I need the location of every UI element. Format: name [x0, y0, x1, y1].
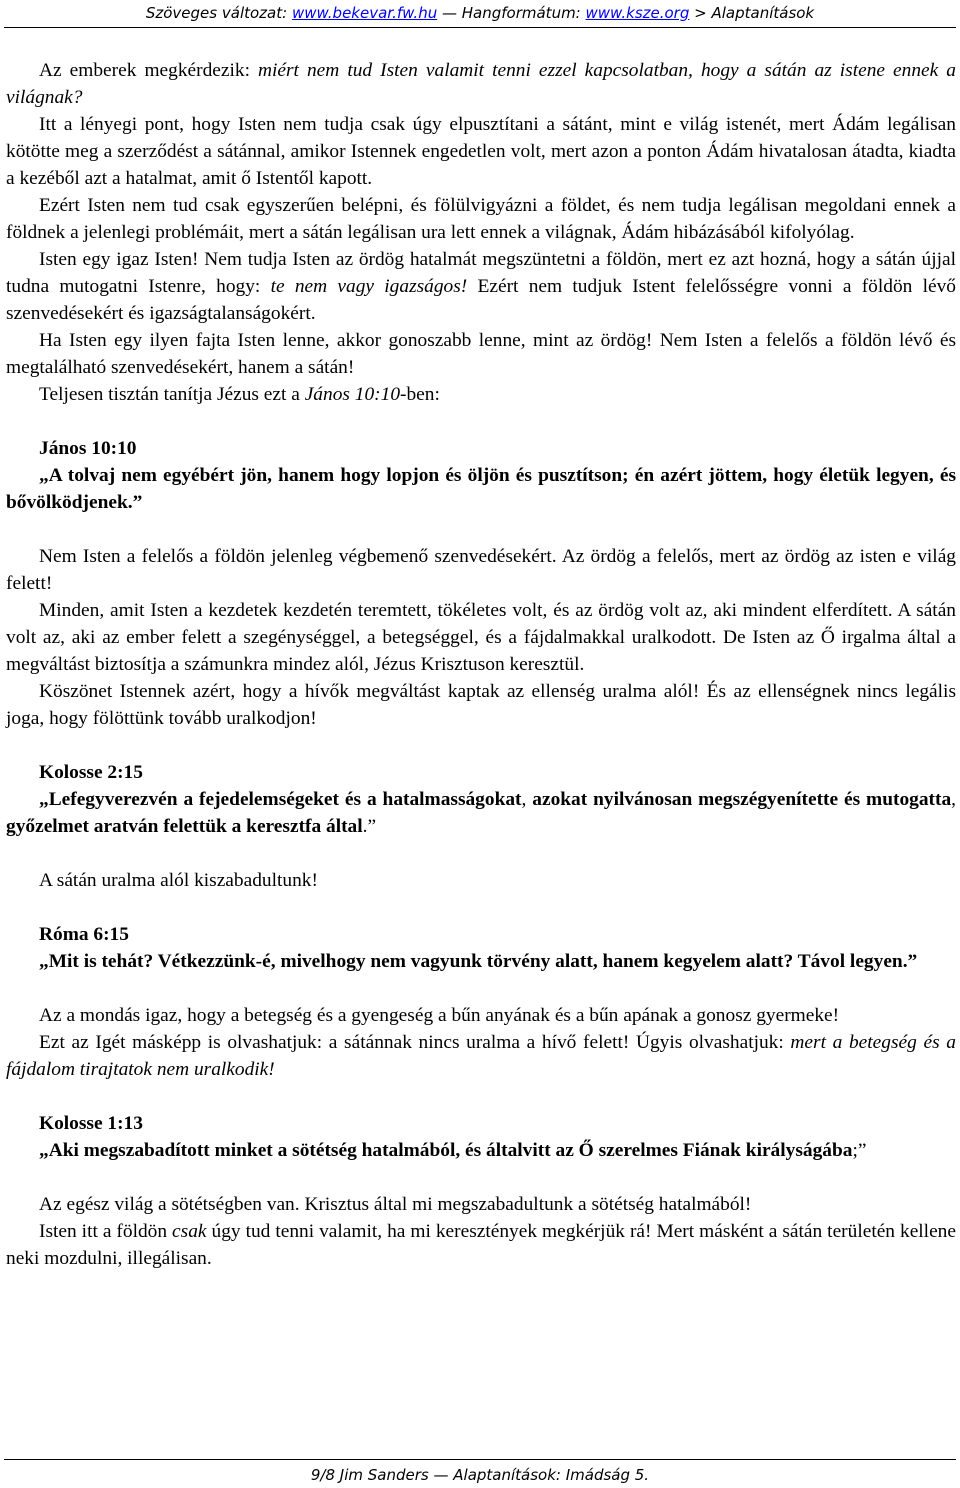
verse-reference: Kolosse 1:13 [39, 1113, 143, 1134]
earth-italic: csak [172, 1221, 207, 1242]
paragraph-freed: A sátán uralma alól kiszabadultunk! [39, 870, 318, 891]
spacer [6, 975, 956, 1002]
quote-part: azokat nyilvánosan megszégyenítette és mutogatta [532, 789, 952, 810]
teaches-text-c: -ben: [400, 384, 440, 405]
earth-text-a: Isten itt a földön [39, 1221, 173, 1242]
paragraph-not-god: Ha Isten egy ilyen fajta Isten lenne, akkor gonoszabb lenne, mint az ördög! Nem Isten a felelős a földön lévő és megtalálható szenvedésekért, hanem a sátán! [6, 330, 956, 378]
paragraph-god-on-earth [6, 1218, 956, 1272]
quote-part: „Lefegyverezvén a fejedelemségeket és a hatalmasságokat [39, 789, 522, 810]
quote-closing: ;” [852, 1140, 867, 1161]
paragraph-key-point: Itt a lényegi pont, hogy Isten nem tudja csak úgy elpusztítani a sátánt, mint e világ istenét, mert Ádám legálisan kötötte meg a szerződést a sátánnal, amikor Istennek engedetlen volt, mert azon a ponton Ádám hivatalosan átadta, kiadta a kezéből azt a hatalmat, amit ő Istentől kapott. [6, 114, 956, 189]
paragraph-responsible: Nem Isten a felelős a földön jelenleg végbemenő szenvedésekért. Az ördög a felelős, mert az ördög az isten e világ felett! [6, 546, 956, 594]
paragraph-question [6, 57, 956, 111]
page-footer: 9/8 Jim Sanders — Alaptanítások: Imádság 5. [310, 1466, 650, 1484]
paragraph-righteous [6, 246, 956, 327]
header-divider [4, 27, 956, 28]
header-text-prefix: Szöveges változat: [145, 4, 292, 22]
spacer [6, 840, 956, 867]
bekevar-link[interactable]: www.bekevar.fw.hu [291, 4, 438, 22]
document-body [6, 57, 956, 1272]
paragraph-saying: Az a mondás igaz, hogy a betegség és a gyengeség a bűn anyának és a bűn apának a gonosz gyermeke! [39, 1005, 840, 1026]
spacer [6, 732, 956, 759]
verse-quote [6, 786, 956, 840]
spacer [6, 1083, 956, 1110]
quote-separator: , [951, 789, 956, 810]
page-header [0, 0, 960, 28]
spacer [6, 894, 956, 921]
verse-quote [6, 1137, 956, 1164]
verse-reference: János 10:10 [39, 438, 137, 459]
verse-quote [6, 948, 956, 975]
quote-part: „Aki megszabadított minket a sötétség hatalmából, és általvitt az Ő szerelmes Fiának királyságába [39, 1140, 853, 1161]
question-italic: miért nem tud Isten valamit tenni ezzel kapcsolatban, hogy a sátán az istene ennek a világnak? [6, 60, 956, 108]
verse-reference: Kolosse 2:15 [39, 762, 143, 783]
spacer [6, 408, 956, 435]
earth-text-c: úgy tud tenni valamit, ha mi keresztények megkérjük rá! Mert másként a sátán területén kellene neki mozdulni, illegálisan. [6, 1221, 956, 1269]
paragraph-world-darkness: Az egész világ a sötétségben van. Krisztus által mi megszabadultunk a sötétség hatalmából! [39, 1194, 752, 1215]
read-text-a: Ezt az Igét másképp is olvashatjuk: a sátánnak nincs uralma a hívő felett! Úgyis olvashatjuk: [39, 1032, 791, 1053]
verse-reference: Róma 6:15 [39, 924, 129, 945]
paragraph-jesus-teaches [6, 381, 956, 408]
quote-text: „A tolvaj nem egyébért jön, hanem hogy lopjon és öljön és pusztítson; én azért jöttem, hogy életük legyen, és bővölködjenek.” [6, 465, 956, 513]
header-text-middle: — Hangformátum: [437, 4, 586, 22]
righteous-text-a: Isten egy igaz Isten! Nem tudja Isten az ördög hatalmát megszüntetni a földön, mert ez azt hozná, hogy a sátán újjal tudna mutogatni Istenre, hogy: [6, 249, 956, 297]
paragraph-thanks: Köszönet Istennek azért, hogy a hívők megváltást kaptak az ellenség uralma alól! És az ellenségnek nincs legális joga, hogy fölöttünk tovább uralkodjon! [6, 681, 956, 729]
paragraph-legal: Ezért Isten nem tud csak egyszerűen belépni, és fölülvigyázni a földet, és nem tudja legálisan megoldani ennek a földnek a jelenlegi problémáit, mert a sátán legálisan ura lett ennek a világnak, Ádám hibázásából kifolyólag. [6, 195, 956, 243]
paragraph-read-differently [6, 1029, 956, 1083]
spacer [6, 1164, 956, 1191]
header-text-suffix: > Alaptanítások [689, 4, 815, 22]
read-italic: mert a betegség és a fájdalom tirajtatok nem uralkodik! [6, 1032, 956, 1080]
paragraph-creation: Minden, amit Isten a kezdetek kezdetén teremtett, tökéletes volt, és az ördög volt az, aki mindent elferdített. A sátán volt az, aki az ember felett a szegénységgel, a betegséggel, és a fájdalmakkal uralkodott. De Isten az Ő irgalma által a megváltást biztosítja a számunkra mindez alól, Jézus Krisztuson keresztül. [6, 600, 956, 675]
righteous-italic: te nem vagy igazságos! [270, 276, 468, 297]
footer-divider [4, 1459, 956, 1460]
spacer [6, 516, 956, 543]
teaches-ref-italic: János 10:10 [304, 384, 401, 405]
ksze-link[interactable]: www.ksze.org [585, 4, 690, 22]
righteous-text-c: Ezért nem tudjuk Istent felelősségre vonni a földön lévő szenvedésekért és igazságtalanságokért. [6, 276, 957, 324]
teaches-text-a: Teljesen tisztán tanítja Jézus ezt a [39, 384, 305, 405]
verse-quote [6, 462, 956, 516]
quote-separator: , [521, 789, 533, 810]
question-intro: Az emberek megkérdezik: [39, 60, 259, 81]
quote-text: „Mit is tehát? Vétkezzünk-é, mivelhogy nem vagyunk törvény alatt, hanem kegyelem alatt? Távol legyen.” [39, 951, 918, 972]
quote-closing: .” [362, 816, 377, 837]
quote-part: győzelmet aratván felettük a keresztfa által [6, 816, 363, 837]
